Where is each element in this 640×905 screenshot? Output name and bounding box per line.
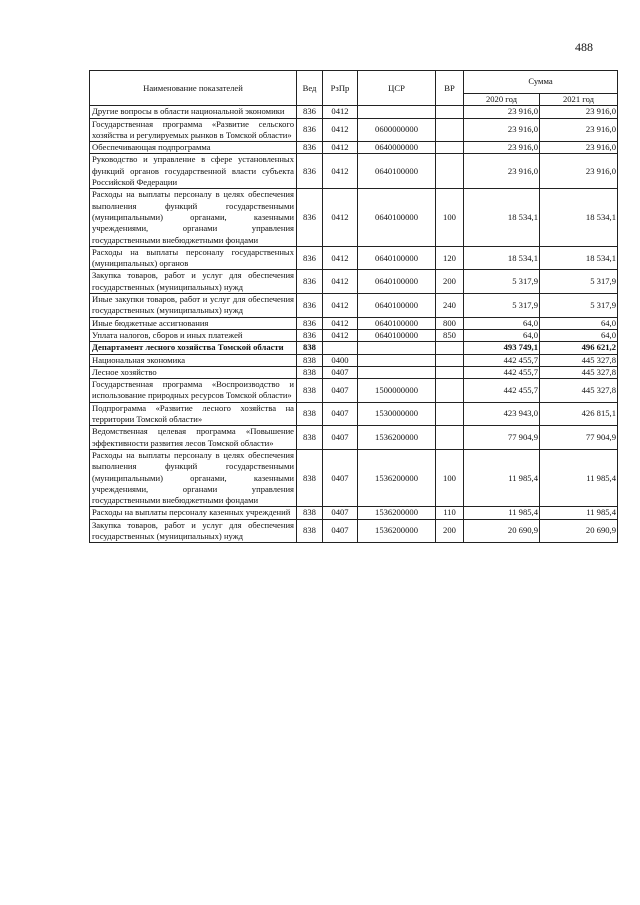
row-amount-2020: 23 916,0 [464,106,540,118]
row-vr: 240 [436,294,464,318]
header-sum: Сумма [464,71,618,94]
row-ved: 836 [297,294,323,318]
row-amount-2020: 11 985,4 [464,507,540,519]
row-ved: 836 [297,154,323,189]
row-amount-2021: 445 327,8 [540,379,618,403]
row-name: Департамент лесного хозяйства Томской области [90,342,297,354]
row-amount-2021: 426 815,1 [540,402,618,426]
row-vr [436,154,464,189]
row-amount-2021: 64,0 [540,329,618,341]
row-vr [436,426,464,450]
row-amount-2020: 64,0 [464,317,540,329]
row-amount-2020: 442 455,7 [464,379,540,403]
row-name: Закупка товаров, работ и услуг для обеспечения государственных (муниципальных) нужд [90,270,297,294]
row-amount-2021: 77 904,9 [540,426,618,450]
row-csr: 1536200000 [358,519,436,543]
header-rzpr: РзПр [323,71,358,106]
row-rzpr [323,342,358,354]
row-amount-2021: 20 690,9 [540,519,618,543]
row-csr: 0640100000 [358,329,436,341]
row-vr: 100 [436,449,464,506]
table-header [90,71,618,106]
row-ved: 838 [297,449,323,506]
row-csr [358,106,436,118]
row-rzpr: 0412 [323,329,358,341]
row-ved: 836 [297,118,323,142]
row-amount-2020: 20 690,9 [464,519,540,543]
row-name: Лесное хозяйство [90,366,297,378]
row-name: Подпрограмма «Развитие лесного хозяйства на территории Томской области» [90,402,297,426]
table-row [90,507,618,519]
row-name: Расходы на выплаты персоналу государственных (муниципальных) органов [90,246,297,270]
row-ved: 836 [297,270,323,294]
row-amount-2020: 5 317,9 [464,294,540,318]
row-rzpr: 0412 [323,142,358,154]
row-name: Закупка товаров, работ и услуг для обеспечения государственных (муниципальных) нужд [90,519,297,543]
row-amount-2020: 23 916,0 [464,118,540,142]
row-name: Другие вопросы в области национальной экономики [90,106,297,118]
row-vr: 110 [436,507,464,519]
row-amount-2020: 11 985,4 [464,449,540,506]
table-row [90,118,618,142]
row-csr: 0640100000 [358,189,436,246]
table-row [90,426,618,450]
row-amount-2021: 445 327,8 [540,366,618,378]
row-amount-2020: 77 904,9 [464,426,540,450]
row-ved: 838 [297,402,323,426]
row-amount-2021: 5 317,9 [540,294,618,318]
row-rzpr: 0412 [323,118,358,142]
table-row [90,317,618,329]
row-rzpr: 0407 [323,379,358,403]
table-row [90,189,618,246]
table-row [90,519,618,543]
row-ved: 836 [297,329,323,341]
row-vr [436,379,464,403]
row-amount-2021: 496 621,2 [540,342,618,354]
row-vr [436,402,464,426]
row-csr: 0640100000 [358,154,436,189]
row-name: Государственная программа «Развитие сельского хозяйства и регулируемых рынков в Томской области» [90,118,297,142]
row-amount-2021: 23 916,0 [540,118,618,142]
row-ved: 838 [297,366,323,378]
row-rzpr: 0407 [323,402,358,426]
row-amount-2021: 64,0 [540,317,618,329]
row-csr [358,366,436,378]
row-rzpr: 0412 [323,154,358,189]
row-amount-2020: 493 749,1 [464,342,540,354]
header-ved: Вед [297,71,323,106]
row-name: Расходы на выплаты персоналу в целях обеспечения выполнения функций государственными (муниципальными) органами, казенными учреждениями, органами управления государственными внебюджетными фондами [90,189,297,246]
row-name: Иные бюджетные ассигнования [90,317,297,329]
row-amount-2021: 445 327,8 [540,354,618,366]
row-amount-2020: 18 534,1 [464,246,540,270]
table-row [90,366,618,378]
row-csr: 1536200000 [358,449,436,506]
row-name: Уплата налогов, сборов и иных платежей [90,329,297,341]
row-ved: 836 [297,142,323,154]
row-amount-2021: 11 985,4 [540,507,618,519]
row-csr: 0640100000 [358,317,436,329]
table-row [90,142,618,154]
row-csr: 0640000000 [358,142,436,154]
row-ved: 838 [297,354,323,366]
row-rzpr: 0400 [323,354,358,366]
row-amount-2021: 23 916,0 [540,106,618,118]
row-vr: 120 [436,246,464,270]
row-amount-2020: 64,0 [464,329,540,341]
row-csr: 1536200000 [358,426,436,450]
row-csr: 0640100000 [358,246,436,270]
row-vr [436,106,464,118]
row-csr [358,342,436,354]
row-vr [436,354,464,366]
table-row [90,354,618,366]
row-vr: 800 [436,317,464,329]
row-amount-2020: 442 455,7 [464,354,540,366]
budget-table [89,70,618,543]
table-row [90,379,618,403]
row-rzpr: 0407 [323,507,358,519]
table-row [90,449,618,506]
row-csr [358,354,436,366]
row-rzpr: 0407 [323,519,358,543]
row-rzpr: 0407 [323,426,358,450]
table-row [90,154,618,189]
table-row [90,246,618,270]
row-amount-2020: 442 455,7 [464,366,540,378]
row-vr: 100 [436,189,464,246]
row-amount-2021: 23 916,0 [540,142,618,154]
row-name: Обеспечивающая подпрограмма [90,142,297,154]
row-name: Иные закупки товаров, работ и услуг для обеспечения государственных (муниципальных) нужд [90,294,297,318]
row-csr: 1500000000 [358,379,436,403]
row-ved: 836 [297,317,323,329]
row-csr: 1536200000 [358,507,436,519]
row-csr: 0640100000 [358,294,436,318]
row-amount-2020: 18 534,1 [464,189,540,246]
row-name: Государственная программа «Воспроизводство и использование природных ресурсов Томской области» [90,379,297,403]
header-year-2020: 2020 год [464,94,540,106]
row-amount-2020: 23 916,0 [464,142,540,154]
row-ved: 838 [297,519,323,543]
row-vr [436,142,464,154]
page-number: 488 [575,40,593,54]
row-amount-2020: 423 943,0 [464,402,540,426]
row-amount-2020: 5 317,9 [464,270,540,294]
row-ved: 838 [297,426,323,450]
header-csr: ЦСР [358,71,436,106]
table-row [90,106,618,118]
header-vr: ВР [436,71,464,106]
row-amount-2021: 18 534,1 [540,246,618,270]
row-name: Национальная экономика [90,354,297,366]
table-row [90,402,618,426]
row-ved: 838 [297,379,323,403]
row-amount-2021: 18 534,1 [540,189,618,246]
row-rzpr: 0412 [323,189,358,246]
row-rzpr: 0407 [323,449,358,506]
table-row [90,294,618,318]
row-vr [436,342,464,354]
row-name: Расходы на выплаты персоналу казенных учреждений [90,507,297,519]
row-rzpr: 0412 [323,317,358,329]
row-csr: 0640100000 [358,270,436,294]
row-ved: 836 [297,246,323,270]
row-rzpr: 0412 [323,246,358,270]
row-vr: 200 [436,270,464,294]
table-row [90,270,618,294]
row-name: Расходы на выплаты персоналу в целях обеспечения выполнения функций государственными (муниципальными) органами, казенными учреждениями, органами управления государственными внебюджетными фондами [90,449,297,506]
row-ved: 838 [297,507,323,519]
row-ved: 838 [297,342,323,354]
row-csr: 1530000000 [358,402,436,426]
row-rzpr: 0412 [323,294,358,318]
row-vr: 850 [436,329,464,341]
row-name: Руководство и управление в сфере установленных функций органов государственной власти субъекта Российской Федерации [90,154,297,189]
row-amount-2021: 23 916,0 [540,154,618,189]
row-vr [436,366,464,378]
row-amount-2021: 11 985,4 [540,449,618,506]
row-amount-2021: 5 317,9 [540,270,618,294]
row-rzpr: 0412 [323,270,358,294]
table-body [90,106,618,543]
row-amount-2020: 23 916,0 [464,154,540,189]
row-rzpr: 0407 [323,366,358,378]
header-name: Наименование показателей [90,71,297,106]
row-vr [436,118,464,142]
table-row [90,342,618,354]
header-year-2021: 2021 год [540,94,618,106]
row-rzpr: 0412 [323,106,358,118]
row-ved: 836 [297,106,323,118]
table-row [90,329,618,341]
row-vr: 200 [436,519,464,543]
row-ved: 836 [297,189,323,246]
row-name: Ведомственная целевая программа «Повышение эффективности развития лесов Томской области» [90,426,297,450]
row-csr: 0600000000 [358,118,436,142]
